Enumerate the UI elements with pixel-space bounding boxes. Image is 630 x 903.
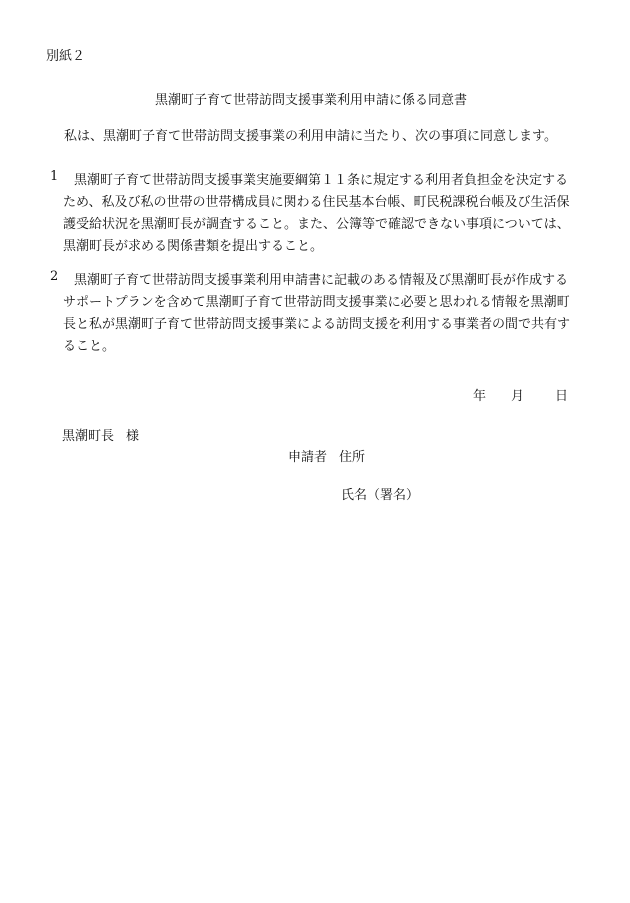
- item-line: ため、私及び私の世帯の世帯構成員に関わる住民基本台帳、町民税課税台帳及び生活保: [63, 195, 570, 210]
- item-number: 1: [50, 169, 59, 184]
- signature-label: 氏名（署名）: [341, 488, 420, 503]
- item-text: [63, 270, 593, 358]
- document-title: 黒潮町子育て世帯訪問支援事業利用申請に係る同意書: [155, 93, 468, 108]
- item-line: 長と私が黒潮町子育て世帯訪問支援事業による訪問支援を利用する事業者の間で共有す: [63, 317, 571, 332]
- item-line: ること。: [63, 339, 116, 354]
- item-line: 黒潮町長が求める関係書類を提出すること。: [63, 239, 324, 254]
- date-field: [473, 390, 573, 403]
- date-month-label: 月: [511, 389, 525, 404]
- date-year-label: 年: [473, 389, 487, 404]
- address-label: 住所: [339, 450, 366, 465]
- recipient-honorific: 様: [126, 429, 140, 444]
- annex-label: 別紙２: [46, 49, 86, 64]
- item-line: 黒潮町子育て世帯訪問支援事業実施要綱第１１条に規定する利用者負担金を決定する: [74, 173, 569, 188]
- item-line: 黒潮町子育て世帯訪問支援事業利用申請書に記載のある情報及び黒潮町長が作成する: [74, 273, 569, 288]
- item-text: [63, 170, 593, 258]
- applicant-address-row: [288, 451, 365, 464]
- applicant-label: 申請者: [288, 450, 328, 465]
- recipient-name: 黒潮町長: [62, 429, 115, 444]
- item-line: サポートプランを含めて黒潮町子育て世帯訪問支援事業に必要と思われる情報を黒潮町: [63, 295, 570, 310]
- intro-paragraph: 私は、黒潮町子育て世帯訪問支援事業の利用申請に当たり、次の事項に同意します。: [64, 129, 557, 144]
- item-line: 護受給状況を黒潮町長が調査すること。また、公簿等で確認できない事項については、: [63, 217, 570, 232]
- date-day-label: 日: [555, 389, 569, 404]
- item-number: 2: [50, 269, 59, 284]
- recipient: [62, 430, 139, 443]
